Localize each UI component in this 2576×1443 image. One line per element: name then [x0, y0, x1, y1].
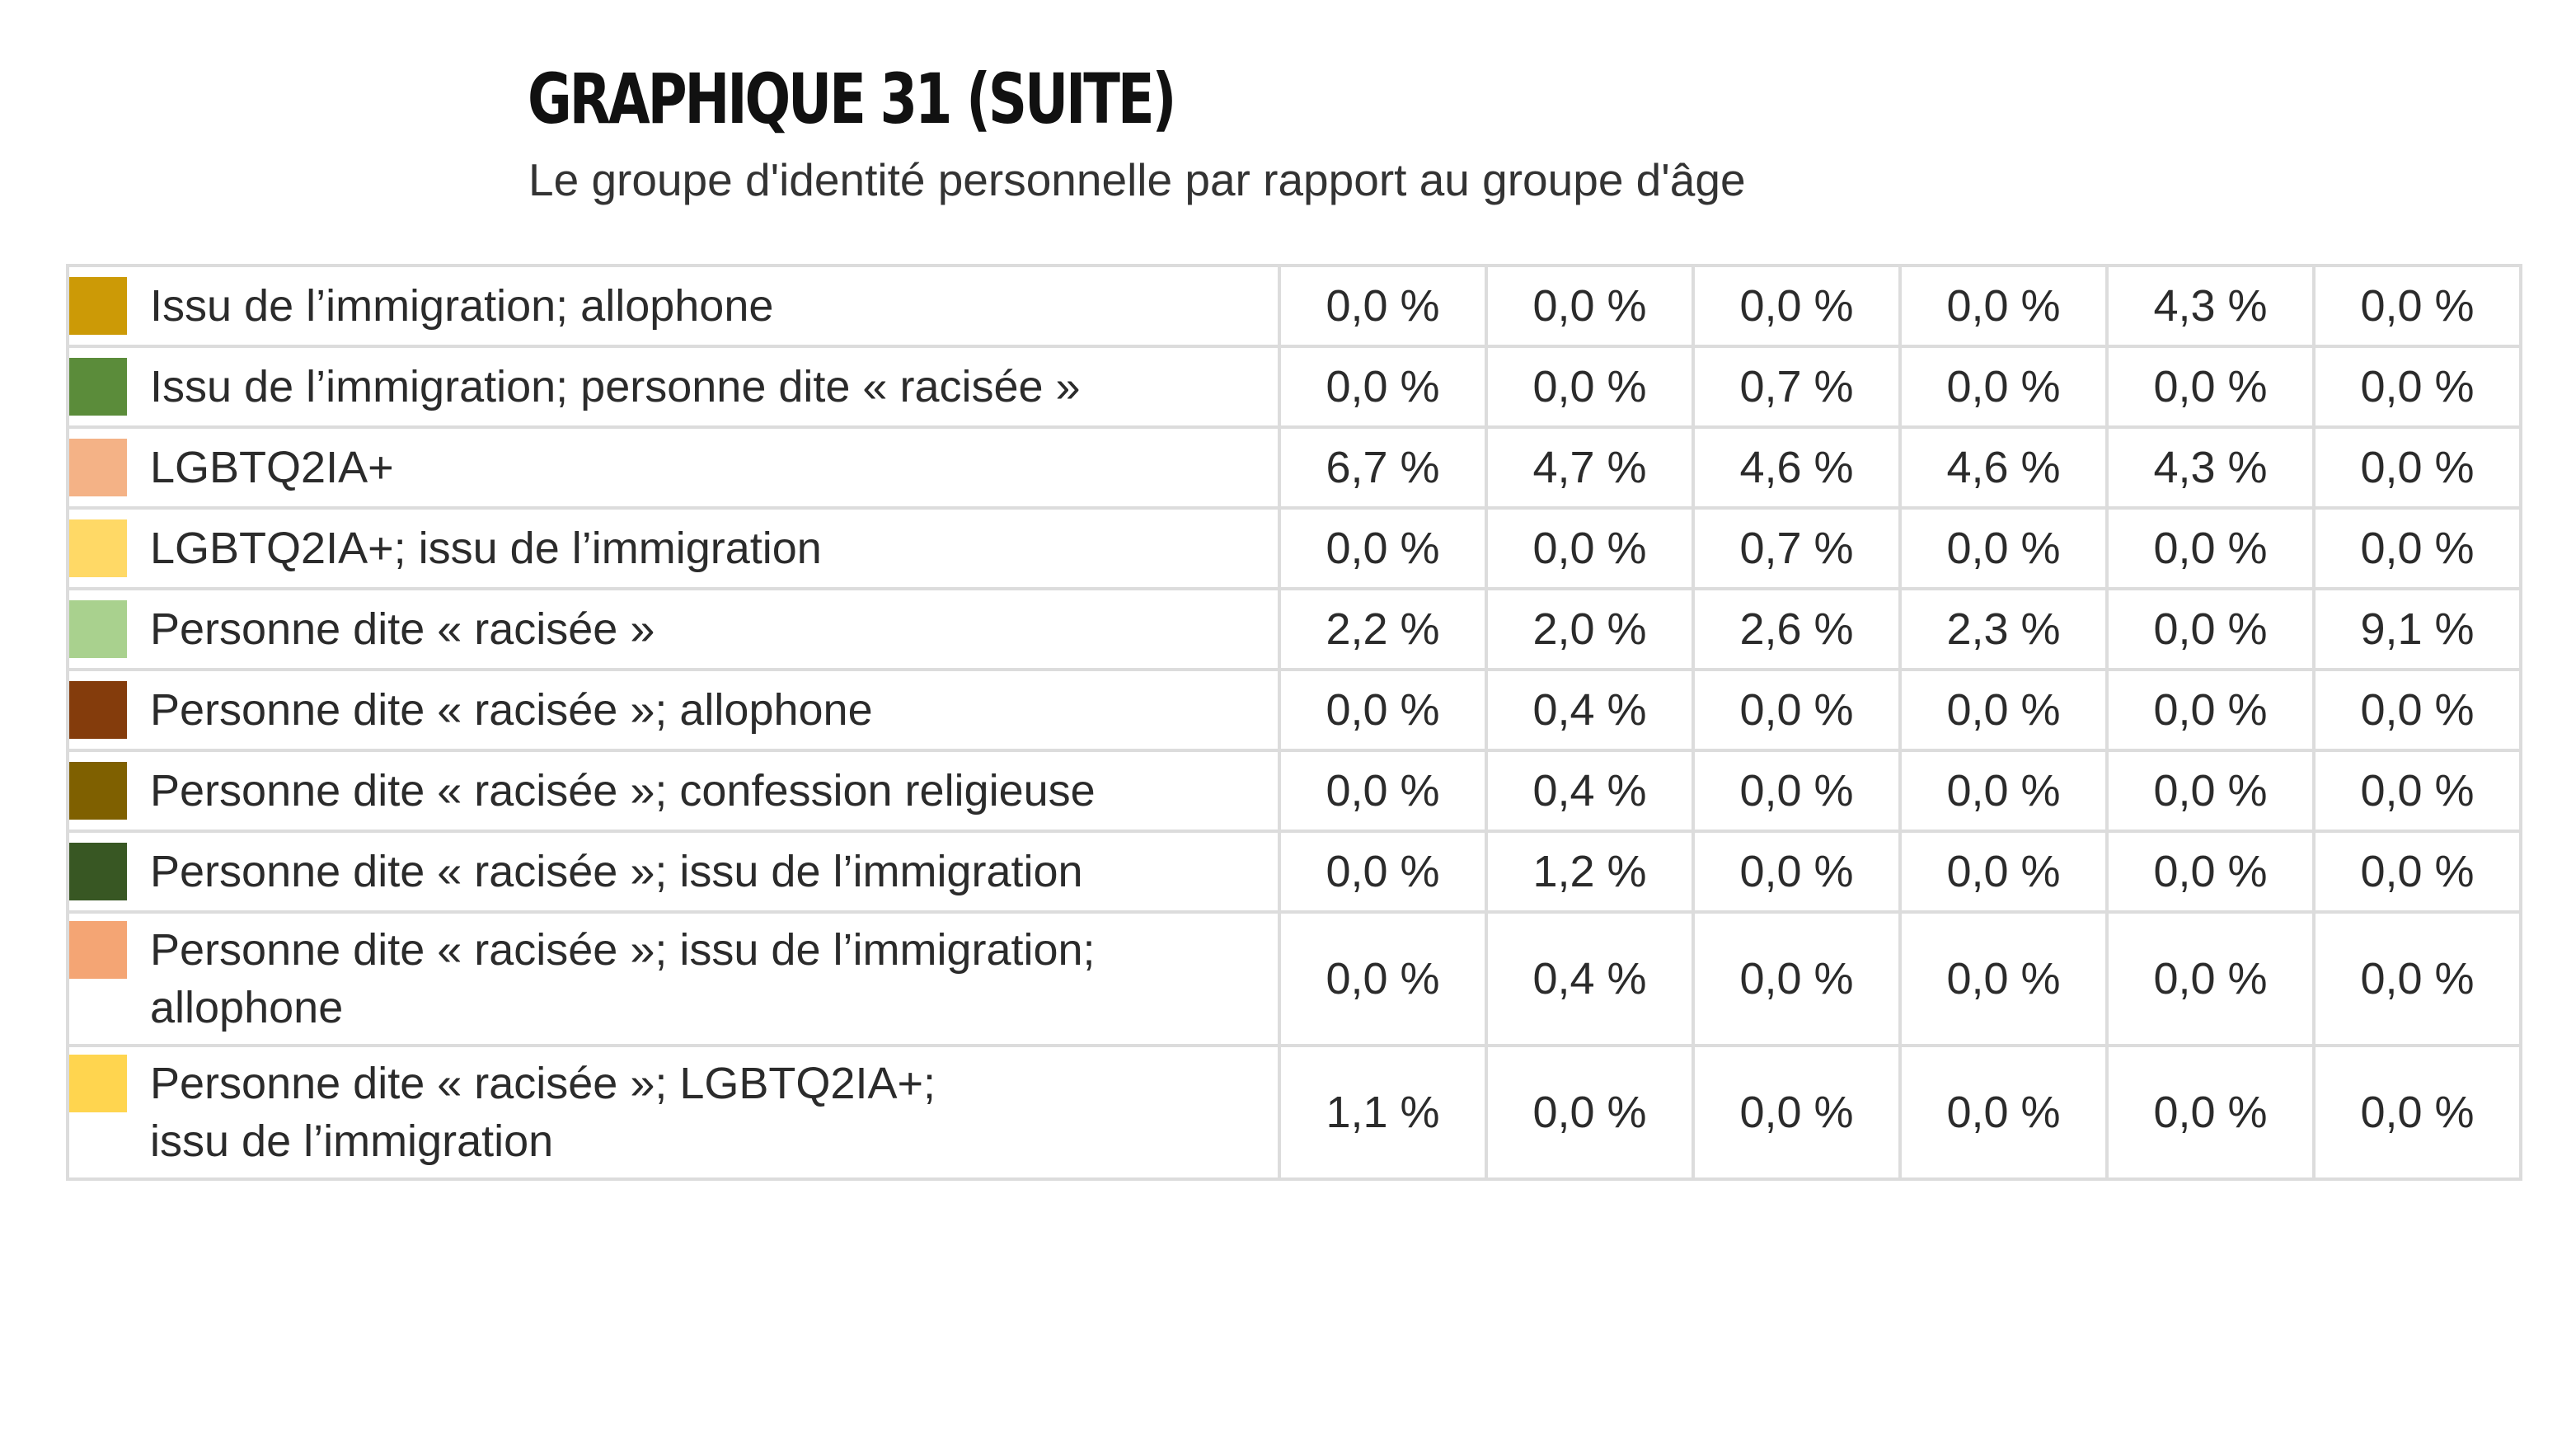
value-cell: 0,0 % [1693, 266, 1900, 346]
table-row [68, 1046, 2521, 1179]
category-label-wrap [69, 600, 1278, 658]
value-cell: 0,4 % [1486, 670, 1693, 750]
value-cell: 6,7 % [1279, 427, 1486, 508]
value-cell: 0,0 % [1279, 346, 1486, 427]
table-row [68, 750, 2521, 831]
category-label-wrap [69, 358, 1278, 416]
category-label-cell [68, 912, 1279, 1046]
value-cell: 2,6 % [1693, 589, 1900, 670]
color-swatch [69, 439, 127, 496]
category-label [150, 519, 822, 577]
table-row [68, 266, 2521, 346]
value-cell: 0,0 % [1900, 831, 2107, 912]
category-label-line: allophone [150, 983, 344, 1032]
category-label-wrap [69, 921, 1278, 1036]
category-label [150, 358, 1081, 416]
category-label [150, 681, 873, 739]
chart-subtitle: Le groupe d'identité personnelle par rapport au groupe d'âge [528, 154, 1746, 205]
color-swatch [69, 358, 127, 416]
category-label-wrap [69, 681, 1278, 739]
chart-title: GRAPHIQUE 31 (SUITE) [528, 59, 1175, 139]
category-label-line: Personne dite « racisée »; issu de l’immigration [150, 847, 1083, 896]
value-cell: 0,0 % [2107, 831, 2314, 912]
table-row [68, 346, 2521, 427]
value-cell: 0,0 % [1486, 346, 1693, 427]
category-label-cell [68, 831, 1279, 912]
color-swatch [69, 843, 127, 900]
color-swatch [69, 1055, 127, 1112]
value-cell: 4,3 % [2107, 266, 2314, 346]
value-cell: 0,0 % [2314, 427, 2521, 508]
category-label-wrap [69, 1055, 1278, 1170]
value-cell: 0,0 % [1279, 266, 1486, 346]
value-cell: 0,0 % [1279, 750, 1486, 831]
color-swatch [69, 519, 127, 577]
value-cell: 2,3 % [1900, 589, 2107, 670]
category-label-cell [68, 266, 1279, 346]
category-label [150, 762, 1096, 820]
category-label-cell [68, 346, 1279, 427]
category-label-line: Issu de l’immigration; allophone [150, 281, 774, 331]
color-swatch [69, 921, 127, 979]
category-label-wrap [69, 439, 1278, 496]
category-label-line: Issu de l’immigration; personne dite « racisée » [150, 362, 1081, 411]
category-label-line: Personne dite « racisée » [150, 604, 655, 654]
category-label-cell [68, 589, 1279, 670]
value-cell: 1,1 % [1279, 1046, 1486, 1179]
table-row [68, 508, 2521, 589]
category-label-cell [68, 1046, 1279, 1179]
value-cell: 0,0 % [1900, 670, 2107, 750]
table-body [68, 266, 2521, 1179]
table-row [68, 427, 2521, 508]
value-cell: 0,0 % [1900, 1046, 2107, 1179]
category-label-line: issu de l’immigration [150, 1116, 554, 1166]
value-cell: 0,0 % [2107, 1046, 2314, 1179]
category-label [150, 1055, 936, 1170]
category-label-line: LGBTQ2IA+; issu de l’immigration [150, 524, 822, 573]
value-cell: 0,0 % [1486, 508, 1693, 589]
category-label [150, 277, 773, 335]
category-label-line: Personne dite « racisée »; allophone [150, 685, 873, 735]
table-row [68, 912, 2521, 1046]
value-cell: 0,4 % [1486, 912, 1693, 1046]
value-cell: 0,4 % [1486, 750, 1693, 831]
category-label-cell [68, 670, 1279, 750]
category-label-line: LGBTQ2IA+ [150, 443, 394, 492]
value-cell: 0,0 % [2107, 912, 2314, 1046]
category-label [150, 843, 1083, 900]
category-label-wrap [69, 843, 1278, 900]
value-cell: 0,0 % [1486, 1046, 1693, 1179]
category-label-wrap [69, 277, 1278, 335]
value-cell: 0,0 % [1693, 1046, 1900, 1179]
value-cell: 4,7 % [1486, 427, 1693, 508]
value-cell: 0,0 % [2314, 750, 2521, 831]
value-cell: 0,0 % [2107, 670, 2314, 750]
color-swatch [69, 762, 127, 820]
value-cell: 0,0 % [1486, 266, 1693, 346]
table-row [68, 589, 2521, 670]
color-swatch [69, 600, 127, 658]
category-label-cell [68, 750, 1279, 831]
value-cell: 0,0 % [1900, 912, 2107, 1046]
category-label-line: Personne dite « racisée »; issu de l’immigration; [150, 925, 1096, 975]
value-cell: 1,2 % [1486, 831, 1693, 912]
value-cell: 0,0 % [2314, 670, 2521, 750]
value-cell: 0,0 % [2314, 346, 2521, 427]
category-label-wrap [69, 762, 1278, 820]
color-swatch [69, 681, 127, 739]
value-cell: 0,0 % [2107, 346, 2314, 427]
value-cell: 4,6 % [1693, 427, 1900, 508]
category-label-line: Personne dite « racisée »; LGBTQ2IA+; [150, 1059, 936, 1108]
value-cell: 0,0 % [2314, 508, 2521, 589]
value-cell: 0,0 % [1279, 670, 1486, 750]
value-cell: 2,0 % [1486, 589, 1693, 670]
category-label-line: Personne dite « racisée »; confession religieuse [150, 766, 1096, 816]
value-cell: 4,3 % [2107, 427, 2314, 508]
value-cell: 0,0 % [2107, 508, 2314, 589]
value-cell: 0,0 % [2314, 831, 2521, 912]
value-cell: 0,7 % [1693, 346, 1900, 427]
legend-table [66, 264, 2522, 1181]
value-cell: 0,0 % [1279, 508, 1486, 589]
value-cell: 9,1 % [2314, 589, 2521, 670]
color-swatch [69, 277, 127, 335]
table-row [68, 670, 2521, 750]
value-cell: 2,2 % [1279, 589, 1486, 670]
value-cell: 0,0 % [1900, 508, 2107, 589]
value-cell: 0,0 % [2314, 1046, 2521, 1179]
value-cell: 0,0 % [1693, 831, 1900, 912]
value-cell: 0,0 % [1279, 912, 1486, 1046]
value-cell: 0,0 % [1693, 750, 1900, 831]
table-row [68, 831, 2521, 912]
category-label-cell [68, 508, 1279, 589]
value-cell: 0,0 % [1279, 831, 1486, 912]
category-label [150, 921, 1096, 1036]
value-cell: 0,0 % [2314, 912, 2521, 1046]
value-cell: 0,0 % [2107, 589, 2314, 670]
value-cell: 0,0 % [2314, 266, 2521, 346]
value-cell: 0,0 % [1693, 670, 1900, 750]
value-cell: 4,6 % [1900, 427, 2107, 508]
value-cell: 0,0 % [1900, 346, 2107, 427]
value-cell: 0,0 % [1900, 266, 2107, 346]
value-cell: 0,0 % [1900, 750, 2107, 831]
category-label [150, 439, 394, 496]
category-label [150, 600, 655, 658]
category-label-cell [68, 427, 1279, 508]
value-cell: 0,0 % [2107, 750, 2314, 831]
value-cell: 0,7 % [1693, 508, 1900, 589]
category-label-wrap [69, 519, 1278, 577]
value-cell: 0,0 % [1693, 912, 1900, 1046]
